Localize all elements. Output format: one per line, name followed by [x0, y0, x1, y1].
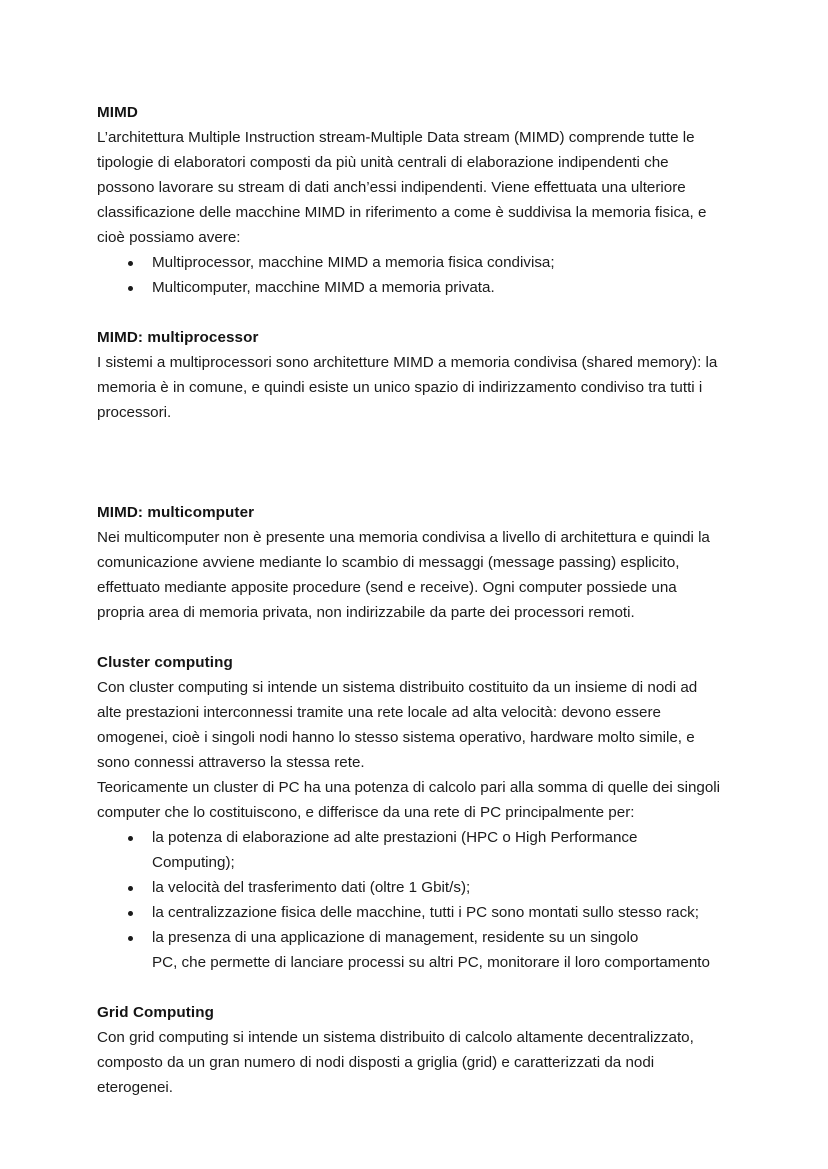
section-mimd-multiprocessor: [97, 325, 723, 425]
paragraph-multiprocessor: I sistemi a multiprocessori sono architetture MIMD a memoria condivisa (shared memory): la memoria è in comune, e quindi esiste un unico spazio di indirizzamento condiviso tra tutti i processori.: [97, 354, 718, 421]
list-item: la centralizzazione fisica delle macchine, tutti i PC sono montati sullo stesso rack;: [97, 900, 723, 925]
document-body: [97, 100, 723, 1100]
section-cluster-computing: [97, 650, 723, 975]
paragraph-mimd-intro: L’architettura Multiple Instruction stream-Multiple Data stream (MIMD) comprende tutte le tipologie di elaboratori composti da più unità centrali di elaborazione indipendenti che possono lavorare su stream di dati anch’essi indipendenti. Viene effettuata una ulteriore classificazione delle macchine MIMD in riferimento a come è suddivisa la memoria fisica, e cioè possiamo avere:: [97, 129, 707, 246]
section-grid-computing: [97, 1000, 723, 1100]
paragraph-multicomputer: Nei multicomputer non è presente una memoria condivisa a livello di architettura e quindi la comunicazione avviene mediante lo scambio di messaggi (message passing) esplicito, effettuato mediante apposite procedure (send e receive). Ogni computer possiede una propria area di memoria privata, non indirizzabile da parte dei processori remoti.: [97, 529, 710, 621]
list-item: [97, 925, 723, 975]
bullet-list-mimd: [97, 250, 723, 300]
section-mimd: [97, 100, 723, 300]
section-spacer: [97, 975, 723, 1000]
paragraph-cluster-1: Con cluster computing si intende un sistema distribuito costituito da un insieme di nodi ad alte prestazioni interconnessi tramite una rete locale ad alta velocità: devono essere omogenei, cioè i singoli nodi hanno lo stesso sistema operativo, hardware molto simile, e sono connessi attraverso la stessa rete.: [97, 679, 698, 771]
list-item-tail: PC, che permette di lanciare processi su altri PC, monitorare il loro comportamento: [152, 954, 710, 971]
list-item: Multicomputer, macchine MIMD a memoria privata.: [97, 275, 723, 300]
heading-mimd: MIMD: [97, 104, 138, 121]
section-spacer: [97, 300, 723, 325]
list-item: la potenza di elaborazione ad alte prestazioni (HPC o High Performance Computing);: [97, 825, 723, 875]
paragraph-cluster-2: Teoricamente un cluster di PC ha una potenza di calcolo pari alla somma di quelle dei singoli computer che lo costituiscono, e differisce da una rete di PC principalmente per:: [97, 779, 721, 821]
bullet-list-cluster: [97, 825, 723, 975]
list-item-head: la presenza di una applicazione di management, residente su un singolo: [152, 929, 639, 946]
section-spacer: [97, 625, 723, 650]
section-spacer-large: [97, 425, 723, 500]
heading-cluster-computing: Cluster computing: [97, 654, 233, 671]
list-item: la velocità del trasferimento dati (oltre 1 Gbit/s);: [97, 875, 723, 900]
heading-mimd-multiprocessor: MIMD: multiprocessor: [97, 329, 259, 346]
heading-grid-computing: Grid Computing: [97, 1004, 214, 1021]
list-item: Multiprocessor, macchine MIMD a memoria fisica condivisa;: [97, 250, 723, 275]
section-mimd-multicomputer: [97, 500, 723, 625]
heading-mimd-multicomputer: MIMD: multicomputer: [97, 504, 255, 521]
paragraph-grid: Con grid computing si intende un sistema distribuito di calcolo altamente decentralizzato, composto da un gran numero di nodi disposti a griglia (grid) e caratterizzati da nodi eterogenei.: [97, 1029, 694, 1096]
